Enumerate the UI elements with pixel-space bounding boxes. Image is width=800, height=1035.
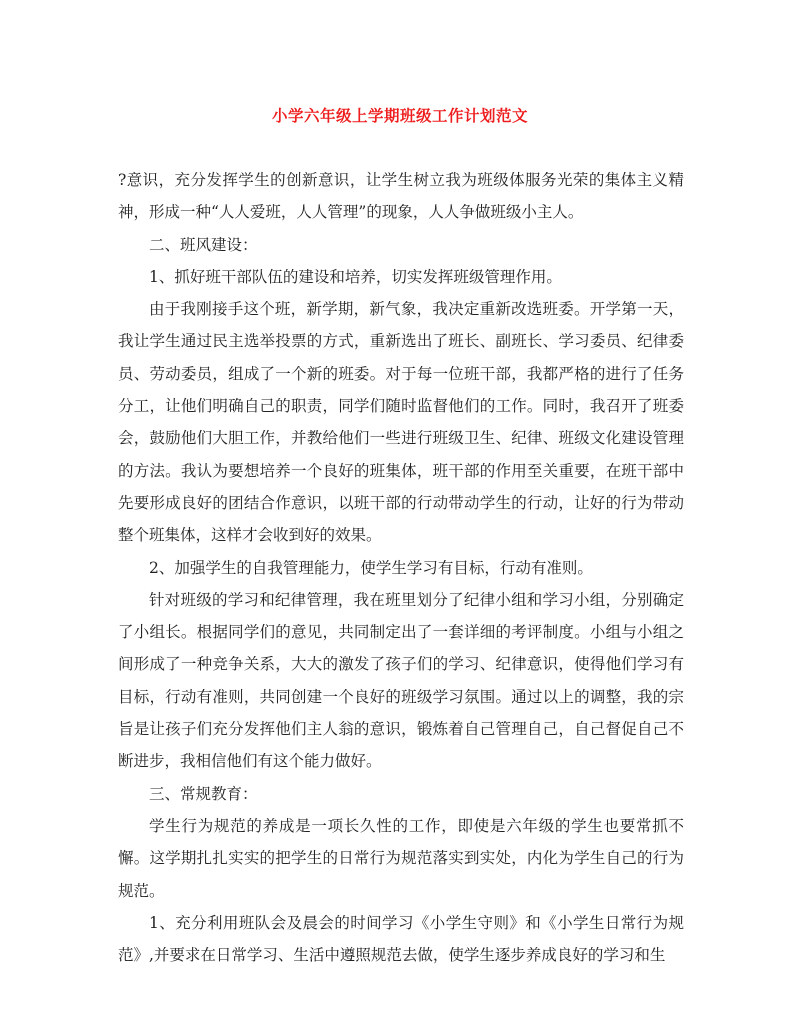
- paragraph-behavior-norms: 学生行为规范的养成是一项长久性的工作，即使是六年级的学生也要常抓不懈。这学期扎扎实实的把学生的日常行为规范落实到实处，内化为学生自己的行为规范。: [118, 816, 684, 900]
- paragraph-continuation: ?意识，充分发挥学生的创新意识，让学生树立我为班级体服务光荣的集体主义精神，形成一种“人人爱班，人人管理”的现象，人人争做班级小主人。: [118, 171, 684, 222]
- subheading-self-management: 2、加强学生的自我管理能力，使学生学习有目标，行动有准则。: [149, 558, 593, 577]
- document-body: [118, 164, 684, 971]
- subheading-class-cadres: 1、抓好班干部队伍的建设和培养，切实发挥班级管理作用。: [149, 267, 562, 286]
- paragraph-class-committee: 由于我刚接手这个班，新学期，新气象，我决定重新改选班委。开学第一天，我让学生通过民主选举投票的方式，重新选出了班长、副班长、学习委员、纪律委员、劳动委员，组成了一个新的班委。对于每一位班干部，我都严格的进行了任务分工，让他们明确自己的职责，同学们随时监督他们的工作。同时，我召开了班委会，鼓励他们大胆工作，并教给他们一些进行班级卫生、纪律、班级文化建设管理的方法。我认为要想培养一个良好的班集体，班干部的作用至关重要，在班干部中先要形成良好的团结合作意识，以班干部的行动带动学生的行动，让好的行为带动整个班集体，这样才会收到好的效果。: [118, 300, 684, 545]
- section-heading-routine-education: 三、常规教育：: [149, 784, 258, 803]
- paragraph-class-meetings: 1、充分利用班队会及晨会的时间学习《小学生守则》和《小学生日常行为规范》,并要求在日常学习、生活中遵照规范去做，使学生逐步养成良好的学习和生: [118, 913, 684, 965]
- paragraph-study-groups: 针对班级的学习和纪律管理，我在班里划分了纪律小组和学习小组，分别确定了小组长。根据同学们的意见，共同制定出了一套详细的考评制度。小组与小组之间形成了一种竞争关系，大大的激发了孩子们的学习、纪律意识，使得他们学习有目标，行动有准则，共同创建一个良好的班级学习氛围。通过以上的调整，我的宗旨是让孩子们充分发挥他们主人翁的意识，锻炼着自己管理自己，自己督促自己不断进步，我相信他们有这个能力做好。: [118, 590, 684, 771]
- section-heading-class-style: 二、班风建设：: [149, 235, 258, 254]
- document-title: 小学六年级上学期班级工作计划范文: [271, 106, 528, 125]
